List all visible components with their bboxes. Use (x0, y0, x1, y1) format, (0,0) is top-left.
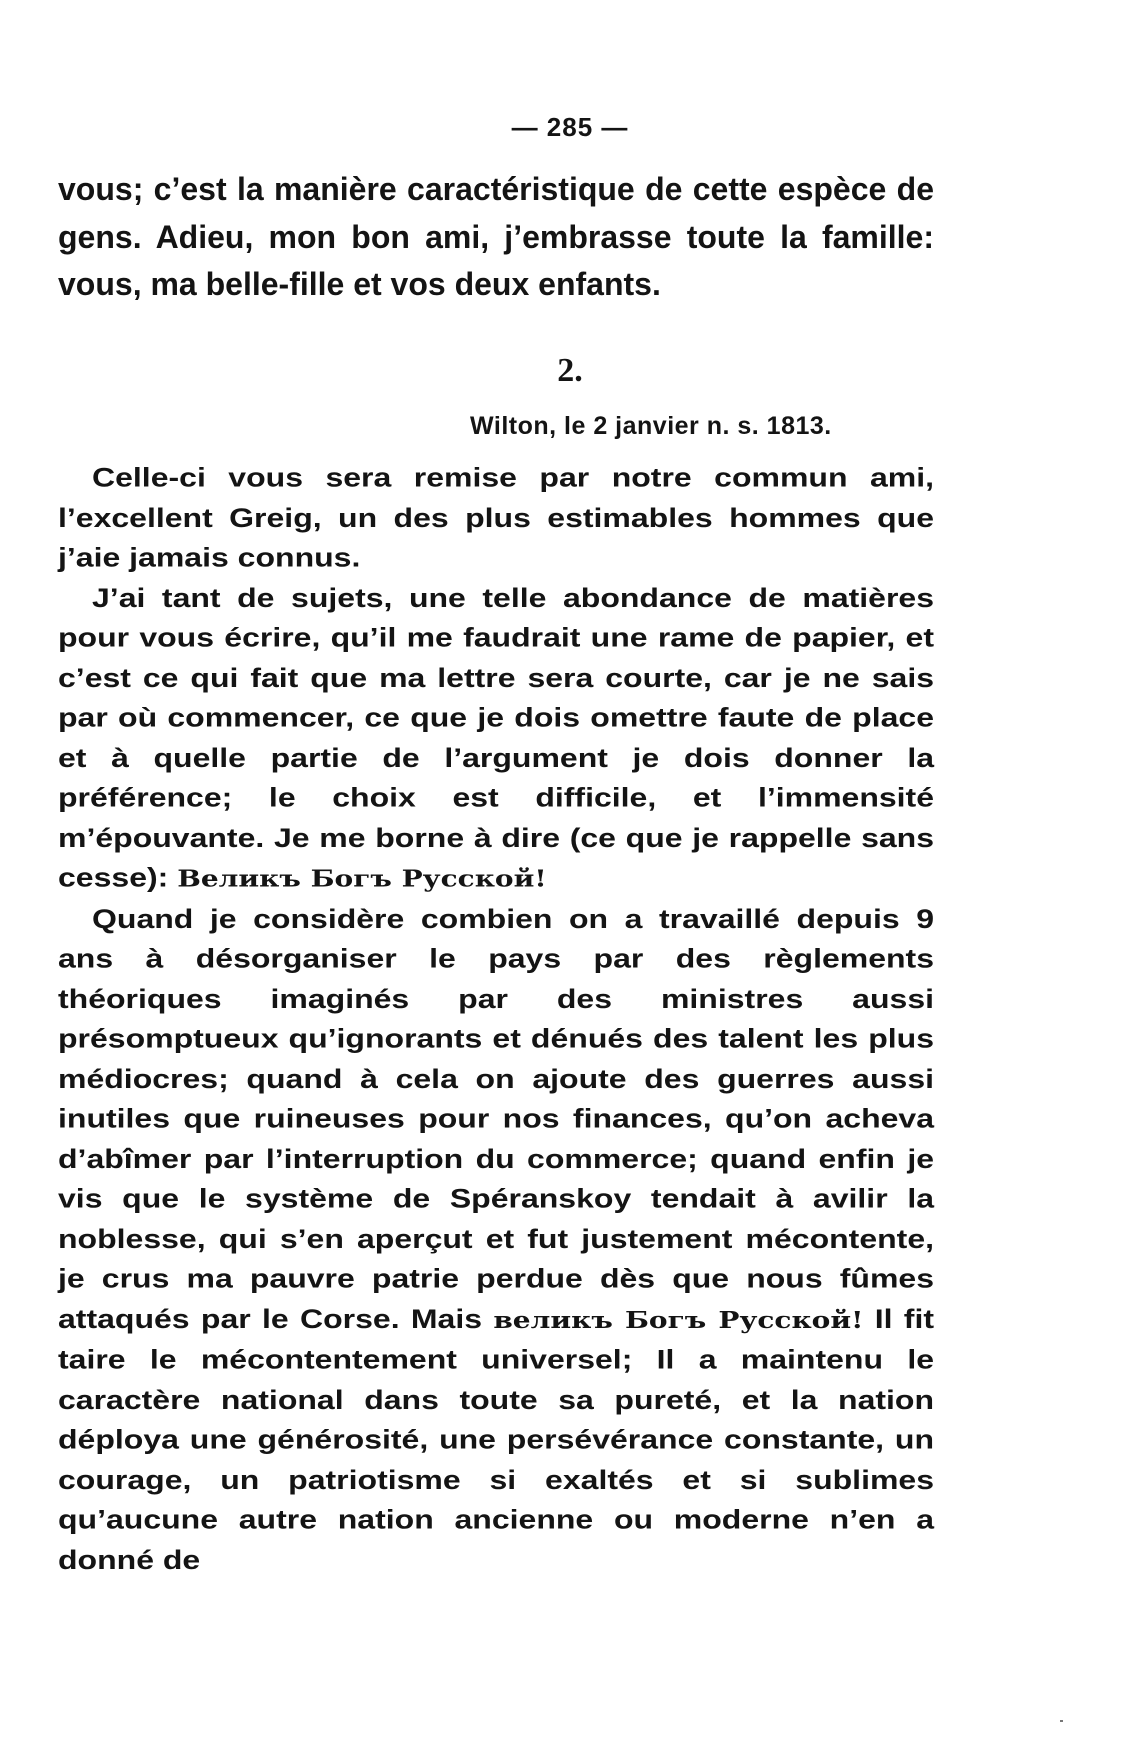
letter-2-body (58, 458, 934, 1580)
letter-1-closing-block (58, 166, 934, 309)
paragraph-3-text-a: Quand je considère combien on a travaillé depuis 9 ans à désorganiser le pays par des règlements théoriques imaginés par des ministres aussi présomptueux qu’ignorants et dénués des talent les plus médiocres; quand à cela on ajoute des guerres aussi inutiles que ruineuses pour nos finances, qu’on acheva d’abîmer par l’interruption du commerce; quand enfin je vis que le système de Spéranskoy tendait à avilir la noblesse, qui s’en aperçut et fut justement mécontente, je crus ma pauvre patrie perdue dès que nous fûmes attaqués par le Corse. Mais (58, 903, 934, 1334)
letter-dateline: Wilton, le 2 janvier n. s. 1813. (470, 412, 832, 440)
letter-1-closing-paragraph: vous; c’est la manière caractéristique de cette espèce de gens. Adieu, mon bon ami, j’embrasse toute la famille: vous, ma belle-fille et vos deux enfants. (58, 171, 934, 302)
letter-2-paragraph-2 (58, 578, 934, 899)
russian-phrase-2: великъ Богъ Русской! (493, 1305, 864, 1334)
letter-2-paragraph-3 (58, 899, 934, 1580)
letter-number: 2. (557, 352, 583, 389)
scan-speck (1060, 1720, 1063, 1722)
paragraph-3-text-b: Il fit taire le mécontentement universel; Il a maintenu le caractère national dans toute sa pureté, et la nation déploya une générosité, une persévérance constante, un courage, un patriotisme si exaltés et si sublimes qu’aucune autre nation ancienne ou moderne n’en a donné de (58, 1303, 935, 1575)
letter-2-paragraph-1: Celle-ci vous sera remise par notre commun ami, l’excellent Greig, un des plus estimables hommes que j’aie jamais connus. (58, 462, 934, 573)
russian-phrase-1: Великъ Богъ Русской! (177, 864, 547, 893)
paragraph-2-text: J’ai tant de sujets, une telle abondance de matières pour vous écrire, qu’il me faudrait une rame de papier, et c’est ce qui fait que ma lettre sera courte, car je ne sais par où commencer, ce que je dois omettre faute de place et à quelle partie de l’argument je dois donner la préférence; le choix est difficile, et l’immensité m’épouvante. Je me borne à dire (ce que je rappelle sans cesse): (58, 582, 934, 893)
page-number: — 285 — (511, 112, 629, 142)
